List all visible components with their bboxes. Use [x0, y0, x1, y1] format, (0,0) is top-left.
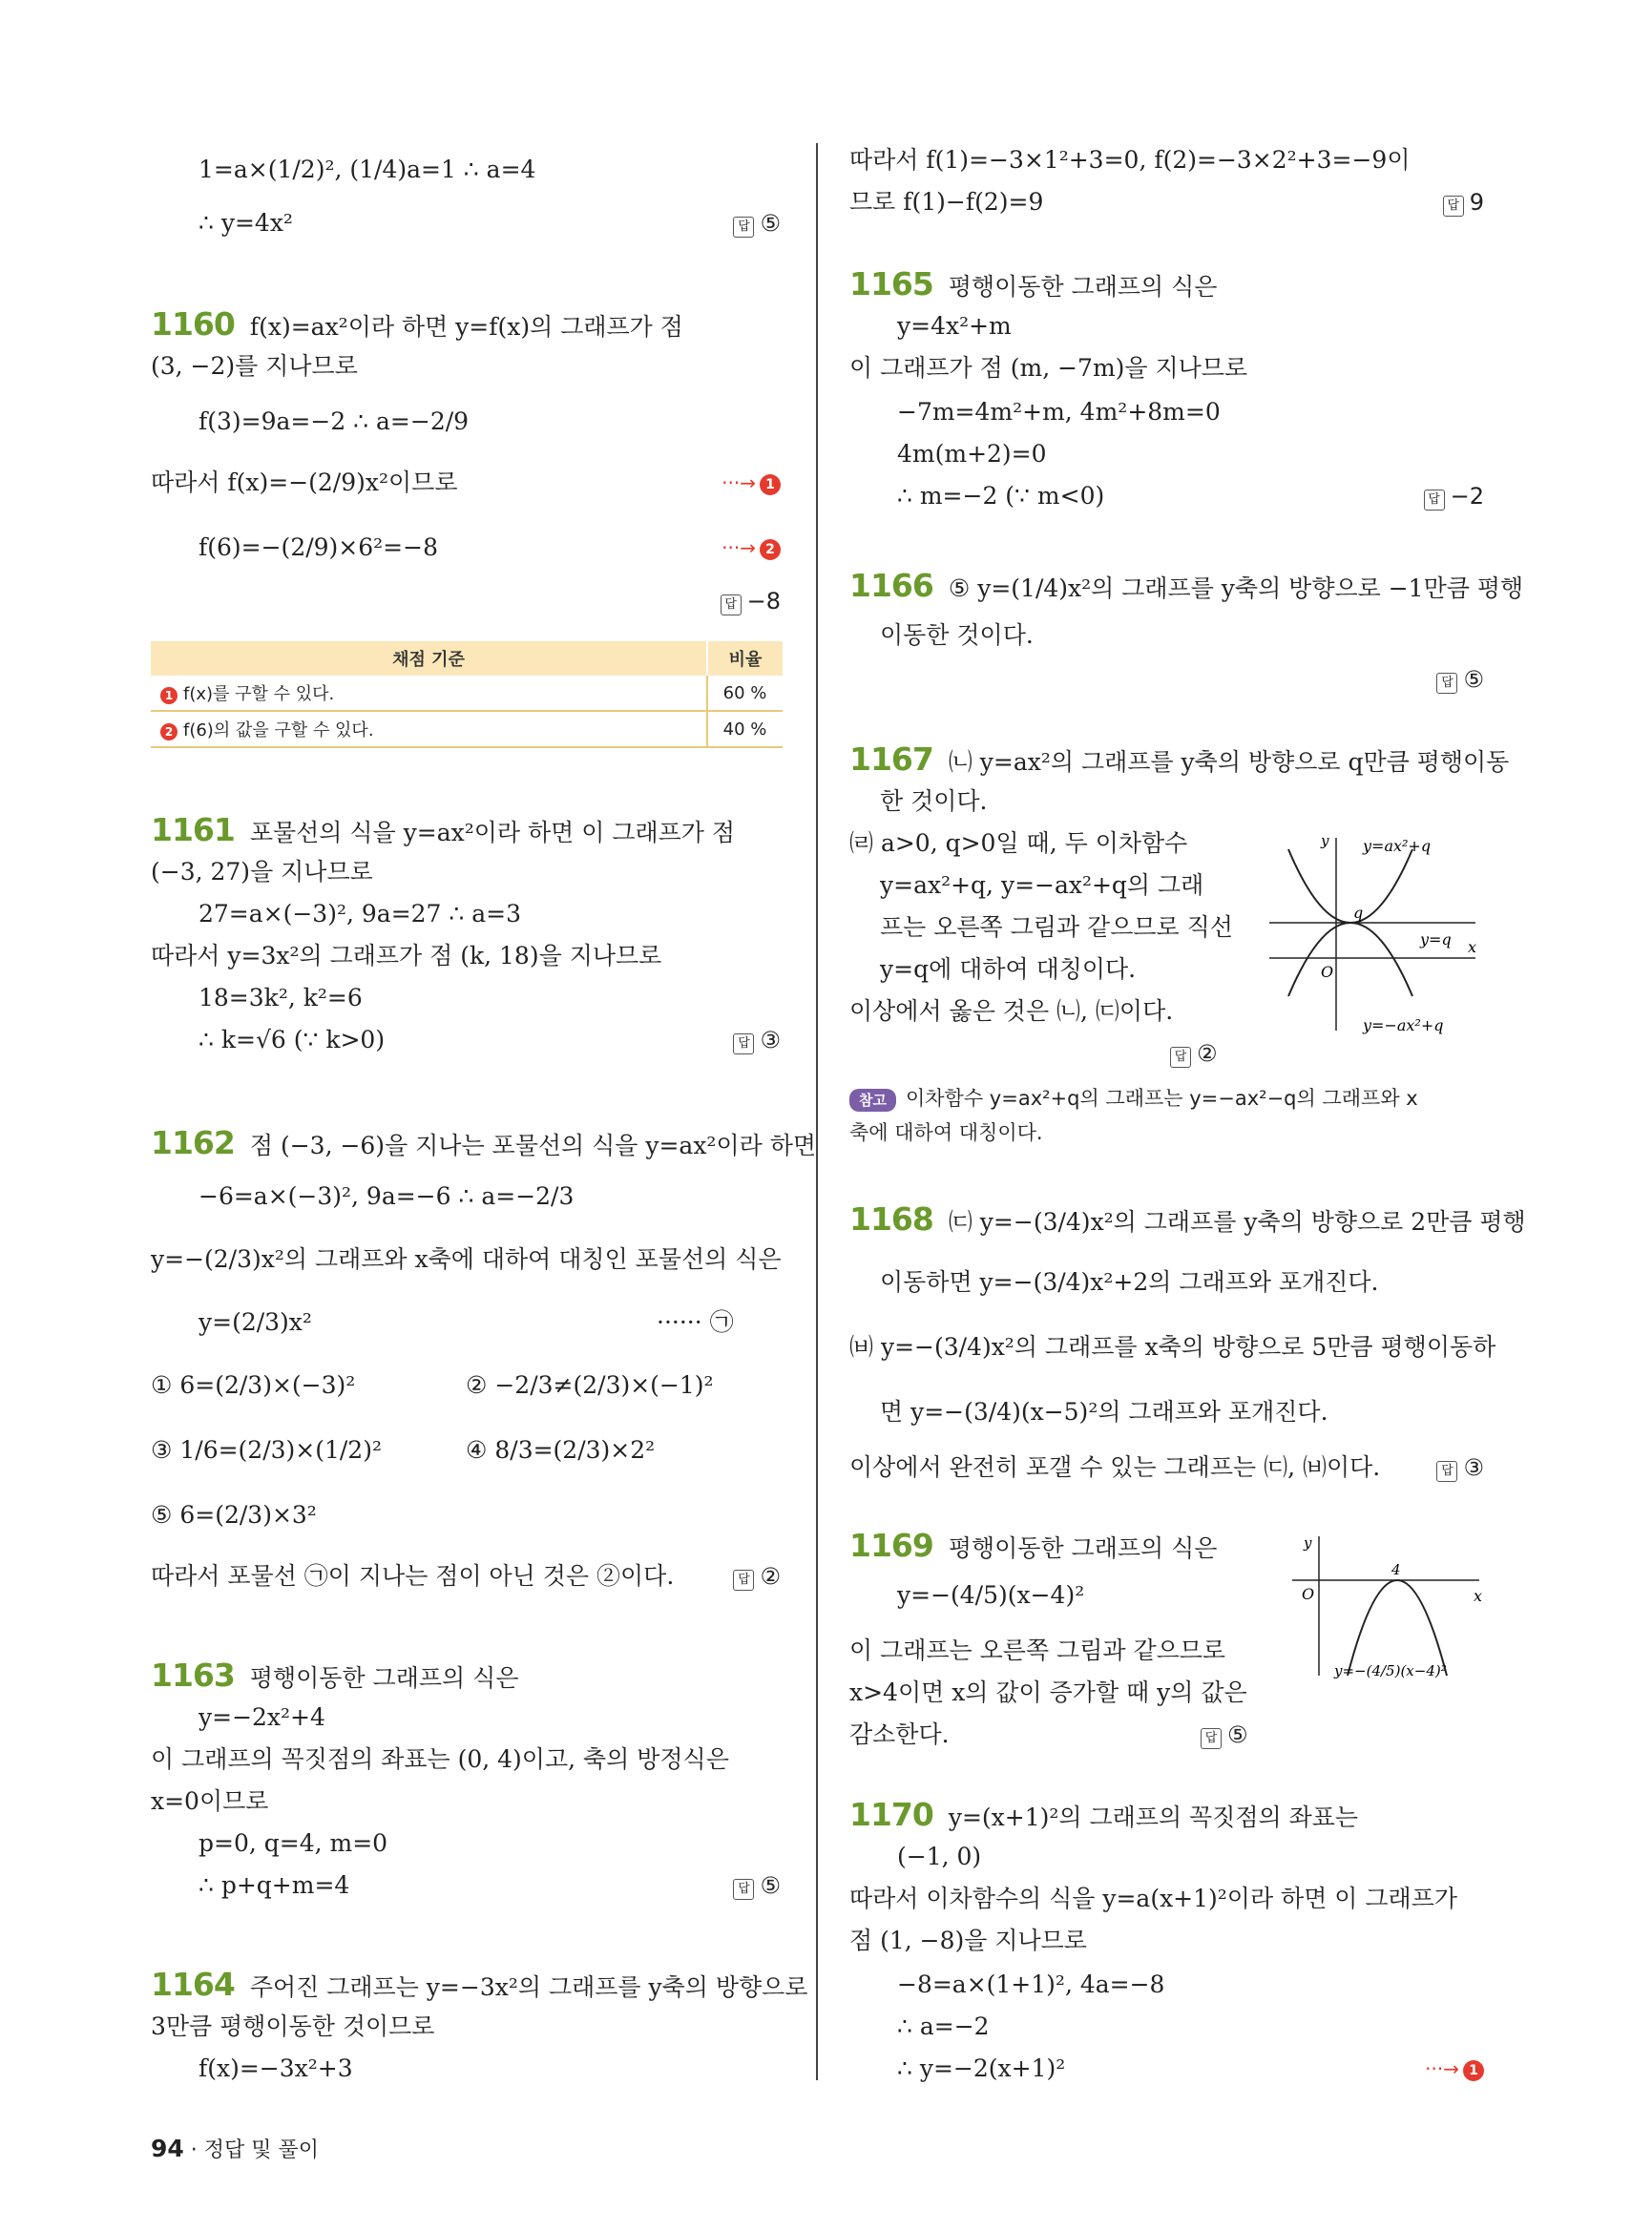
- text-line: (−3, 27)을 지나므로: [151, 858, 373, 886]
- option: ④ 8/3=(2/3)×2²: [466, 1436, 656, 1464]
- text-line: y=q에 대하여 대칭이다.: [880, 955, 1137, 983]
- problem-1160: [151, 307, 683, 344]
- parabola-up: [1288, 849, 1412, 923]
- text-line: 이동하면 y=−(3/4)x²+2의 그래프와 포개진다.: [880, 1268, 1379, 1296]
- q-label: q: [1353, 904, 1364, 922]
- option: ⑤ 6=(2/3)×3²: [151, 1501, 317, 1529]
- text-line: 이상에서 옳은 것은 ㈁, ㈂이다.: [849, 997, 1174, 1025]
- text: ㈁ y=ax²의 그래프를 y축의 방향으로 q만큼 평행이동: [948, 748, 1510, 776]
- answer-value: −2: [1450, 483, 1484, 510]
- answer: [1443, 185, 1484, 219]
- answer-value: ②: [760, 1563, 781, 1590]
- text-line: y=(2/3)x²: [199, 1308, 312, 1336]
- text-line: −8=a×(1+1)², 4a=−8: [897, 1970, 1165, 1998]
- text-line: 27=a×(−3)², 9a=27 ∴ a=3: [199, 900, 522, 928]
- answer-icon: 답: [1170, 1047, 1191, 1068]
- text-line: (−1, 0): [897, 1843, 982, 1870]
- text-line: x>4이면 x의 값이 증가할 때 y의 값은: [849, 1678, 1247, 1706]
- answer: [1170, 1036, 1218, 1071]
- text-line: 이 그래프는 오른쪽 그림과 같으므로: [849, 1637, 1226, 1664]
- option: ① 6=(2/3)×(−3)²: [151, 1371, 356, 1399]
- problem-1168: [849, 1202, 1526, 1240]
- answer-icon: 답: [1443, 196, 1464, 217]
- answer-icon: 답: [733, 1570, 754, 1591]
- text: 평행이동한 그래프의 식은: [948, 273, 1218, 301]
- problem-number: 1168: [849, 1200, 933, 1238]
- text-line: 므로 f(1)−f(2)=9: [849, 188, 1044, 216]
- text: ⑤ y=(1/4)x²의 그래프를 y축의 방향으로 −1만큼 평행: [948, 574, 1524, 602]
- problem-1165: [849, 267, 1217, 304]
- parabola-down: [1288, 923, 1412, 996]
- axis-label: x: [1474, 1587, 1483, 1605]
- problem-1169: [849, 1529, 1217, 1566]
- answer-icon: 답: [1201, 1728, 1222, 1749]
- answer-value: ⑤: [1463, 666, 1484, 693]
- table-row: [151, 676, 783, 711]
- answer: [1201, 1718, 1248, 1752]
- problem-1167: [849, 742, 1509, 780]
- text-line: ∴ m=−2 (∵ m<0): [897, 482, 1105, 510]
- text: y=(x+1)²의 그래프의 꼭짓점의 좌표는: [948, 1804, 1359, 1831]
- grading-table: [151, 641, 783, 748]
- footer-label: 정답 및 풀이: [203, 2138, 320, 2162]
- text-line: f(x)=−3x²+3: [199, 2054, 353, 2082]
- answer: [1436, 662, 1484, 697]
- answer-icon: 답: [721, 594, 742, 615]
- answer-value: ⑤: [760, 1872, 781, 1899]
- answer-icon: 답: [733, 1879, 754, 1900]
- table-header: 채점 기준: [151, 641, 707, 676]
- problem-number: 1165: [849, 265, 933, 302]
- text-line: 3만큼 평행이동한 것이므로: [151, 2012, 435, 2040]
- column-divider: [816, 143, 818, 2080]
- text-line: 이동한 것이다.: [880, 621, 1034, 649]
- vertex-label: 4: [1391, 1561, 1401, 1578]
- text-line: 면 y=−(3/4)(x−5)²의 그래프와 포개진다.: [880, 1398, 1328, 1426]
- text-line: (3, −2)를 지나므로: [151, 352, 358, 380]
- answer: [1436, 1450, 1484, 1485]
- note-tag: 참고: [849, 1089, 896, 1112]
- text-line: 점 (1, −8)을 지나므로: [849, 1927, 1087, 1954]
- curve-label: y=−(4/5)(x−4)²: [1334, 1662, 1447, 1679]
- answer: [733, 1023, 781, 1057]
- problem-number: 1169: [849, 1527, 933, 1564]
- note-text: 이차함수 y=ax²+q의 그래프는 y=−ax²−q의 그래프와 x: [905, 1087, 1418, 1110]
- text-line: −6=a×(−3)², 9a=−6 ∴ a=−2/3: [199, 1182, 575, 1210]
- problem-number: 1160: [151, 305, 235, 343]
- text: 평행이동한 그래프의 식은: [249, 1664, 519, 1692]
- problem-1163: [151, 1658, 518, 1696]
- problem-number: 1170: [849, 1796, 933, 1833]
- text-line: ∴ y=4x²: [199, 209, 293, 237]
- text: 점 (−3, −6)을 지나는 포물선의 식을 y=ax²이라 하면: [249, 1132, 816, 1159]
- answer-icon: 답: [733, 217, 754, 238]
- axis-label: y: [1321, 832, 1329, 849]
- step-marker: [1425, 2052, 1484, 2086]
- problem-1162: [151, 1126, 816, 1163]
- problem-number: 1161: [151, 811, 235, 848]
- text-line: p=0, q=4, m=0: [199, 1829, 388, 1857]
- answer-icon: 답: [1424, 490, 1445, 511]
- answer-value: ⑤: [1227, 1721, 1248, 1748]
- marker-dot: 1: [160, 687, 178, 704]
- table-row: [151, 711, 783, 747]
- text-line: ∴ p+q+m=4: [199, 1871, 350, 1899]
- answer-icon: 답: [733, 1033, 754, 1054]
- answer-value: ③: [1463, 1454, 1484, 1481]
- text-line: 4m(m+2)=0: [897, 440, 1047, 468]
- text-line: 18=3k², k²=6: [199, 984, 363, 1011]
- problem-1164: [151, 1968, 807, 2005]
- answer: [1424, 479, 1484, 513]
- problem-1166: [849, 569, 1523, 606]
- text: 포물선의 식을 y=ax²이라 하면 이 그래프가 점: [249, 819, 736, 846]
- page-number: 94: [151, 2135, 184, 2162]
- text-line: −7m=4m²+m, 4m²+8m=0: [897, 398, 1221, 426]
- problem-number: 1163: [151, 1657, 235, 1694]
- text-line: 이 그래프가 점 (m, −7m)을 지나므로: [849, 354, 1248, 382]
- text-line: y=−2x²+4: [199, 1703, 325, 1731]
- answer-value: −8: [746, 588, 781, 615]
- text-line: 이 그래프의 꼭짓점의 좌표는 (0, 4)이고, 축의 방정식은: [151, 1745, 729, 1773]
- table-cell: f(x)를 구할 수 있다.: [183, 684, 335, 704]
- table-cell: 60 %: [707, 676, 783, 711]
- problem-number: 1162: [151, 1124, 235, 1161]
- text-line: 따라서 f(x)=−(2/9)x²이므로: [151, 469, 458, 496]
- arrow: ···→: [1425, 2057, 1459, 2080]
- marker-dot: 1: [1463, 2060, 1484, 2081]
- text-line: f(3)=9a=−2 ∴ a=−2/9: [199, 407, 470, 435]
- text-line: x=0이므로: [151, 1787, 269, 1815]
- arrow: ···→: [721, 536, 756, 559]
- graph-1167: [1260, 830, 1485, 1040]
- marker-dot: 2: [160, 723, 178, 740]
- text-line: y=−(2/3)x²의 그래프와 x축에 대하여 대칭인 포물선의 식은: [151, 1245, 782, 1273]
- graph-1169: [1288, 1533, 1485, 1685]
- text-line: 감소한다.: [849, 1720, 950, 1748]
- answer: [733, 1559, 781, 1594]
- text-line: 한 것이다.: [880, 787, 988, 815]
- option: ② −2/3≠(2/3)×(−1)²: [466, 1371, 714, 1399]
- text-line: y=ax²+q, y=−ax²+q의 그래: [880, 871, 1204, 899]
- curve-label: y=−ax²+q: [1363, 1016, 1444, 1034]
- text-line: 프는 오른쪽 그림과 같으므로 직선: [880, 913, 1233, 941]
- text-line: f(6)=−(2/9)×6²=−8: [199, 533, 438, 561]
- answer-value: ③: [760, 1027, 781, 1053]
- answer-value: ②: [1197, 1040, 1218, 1067]
- text-line: ∴ y=−2(x+1)²: [897, 2054, 1066, 2082]
- text-line: ∴ a=−2: [897, 2012, 990, 2040]
- curve-label: y=ax²+q: [1363, 837, 1432, 855]
- step-marker: [721, 531, 781, 565]
- text-line: ∴ k=√6 (∵ k>0): [199, 1026, 386, 1053]
- problem-number: 1164: [151, 1966, 235, 2003]
- reference-note: [849, 1082, 1418, 1115]
- axis-label: y: [1304, 1534, 1312, 1552]
- text-line: 이상에서 완전히 포갤 수 있는 그래프는 ㈂, ㈅이다.: [849, 1453, 1381, 1481]
- text-line: ㈅ y=−(3/4)x²의 그래프를 x축의 방향으로 5만큼 평행이동하: [849, 1333, 1496, 1361]
- text-line: ㈃ a>0, q>0일 때, 두 이차함수: [849, 829, 1188, 857]
- axis-label: x: [1468, 938, 1477, 956]
- origin-label: O: [1321, 963, 1334, 981]
- text: f(x)=ax²이라 하면 y=f(x)의 그래프가 점: [249, 313, 683, 341]
- marker-dot: 2: [760, 539, 781, 560]
- parabola: [1348, 1580, 1447, 1676]
- text-line: 따라서 포물선 ㉠이 지나는 점이 아닌 것은 ②이다.: [151, 1562, 675, 1590]
- line-label: y=q: [1420, 930, 1452, 949]
- answer-value: ⑤: [760, 210, 781, 237]
- table-header: 비율: [707, 641, 783, 676]
- footer: 94 · 정답 및 풀이: [151, 2135, 320, 2162]
- origin-label: O: [1302, 1585, 1315, 1603]
- text-line: y=4x²+m: [897, 312, 1012, 340]
- marker-dot: 1: [760, 474, 781, 495]
- problem-1170: [849, 1798, 1358, 1835]
- text-line: 따라서 y=3x²의 그래프가 점 (k, 18)을 지나므로: [151, 942, 662, 970]
- answer-icon: 답: [1436, 1461, 1457, 1482]
- text-line: 따라서 f(1)=−3×1²+3=0, f(2)=−3×2²+3=−9이: [849, 146, 1411, 174]
- answer: [733, 206, 781, 240]
- arrow: ···→: [721, 471, 756, 494]
- answer-value: 9: [1469, 189, 1484, 216]
- text: 평행이동한 그래프의 식은: [948, 1534, 1218, 1562]
- text: 주어진 그래프는 y=−3x²의 그래프를 y축의 방향으로: [249, 1973, 808, 2001]
- text-line: 1=a×(1/2)², (1/4)a=1 ∴ a=4: [199, 156, 536, 183]
- text-line: y=−(4/5)(x−4)²: [897, 1581, 1085, 1609]
- note-text: 축에 대하여 대칭이다.: [849, 1121, 1043, 1144]
- text-line: ······ ㉠: [657, 1308, 734, 1336]
- problem-number: 1167: [849, 740, 933, 778]
- answer-icon: 답: [1436, 673, 1457, 694]
- table-cell: f(6)의 값을 구할 수 있다.: [183, 720, 374, 740]
- option: ③ 1/6=(2/3)×(1/2)²: [151, 1436, 382, 1464]
- text-line: 따라서 이차함수의 식을 y=a(x+1)²이라 하면 이 그래프가: [849, 1885, 1457, 1912]
- problem-number: 1166: [849, 567, 933, 604]
- answer: [721, 584, 781, 618]
- step-marker: [721, 466, 781, 500]
- text: ㈂ y=−(3/4)x²의 그래프를 y축의 방향으로 2만큼 평행: [948, 1208, 1526, 1236]
- table-cell: 40 %: [707, 711, 783, 747]
- problem-1161: [151, 813, 735, 850]
- answer: [733, 1868, 781, 1903]
